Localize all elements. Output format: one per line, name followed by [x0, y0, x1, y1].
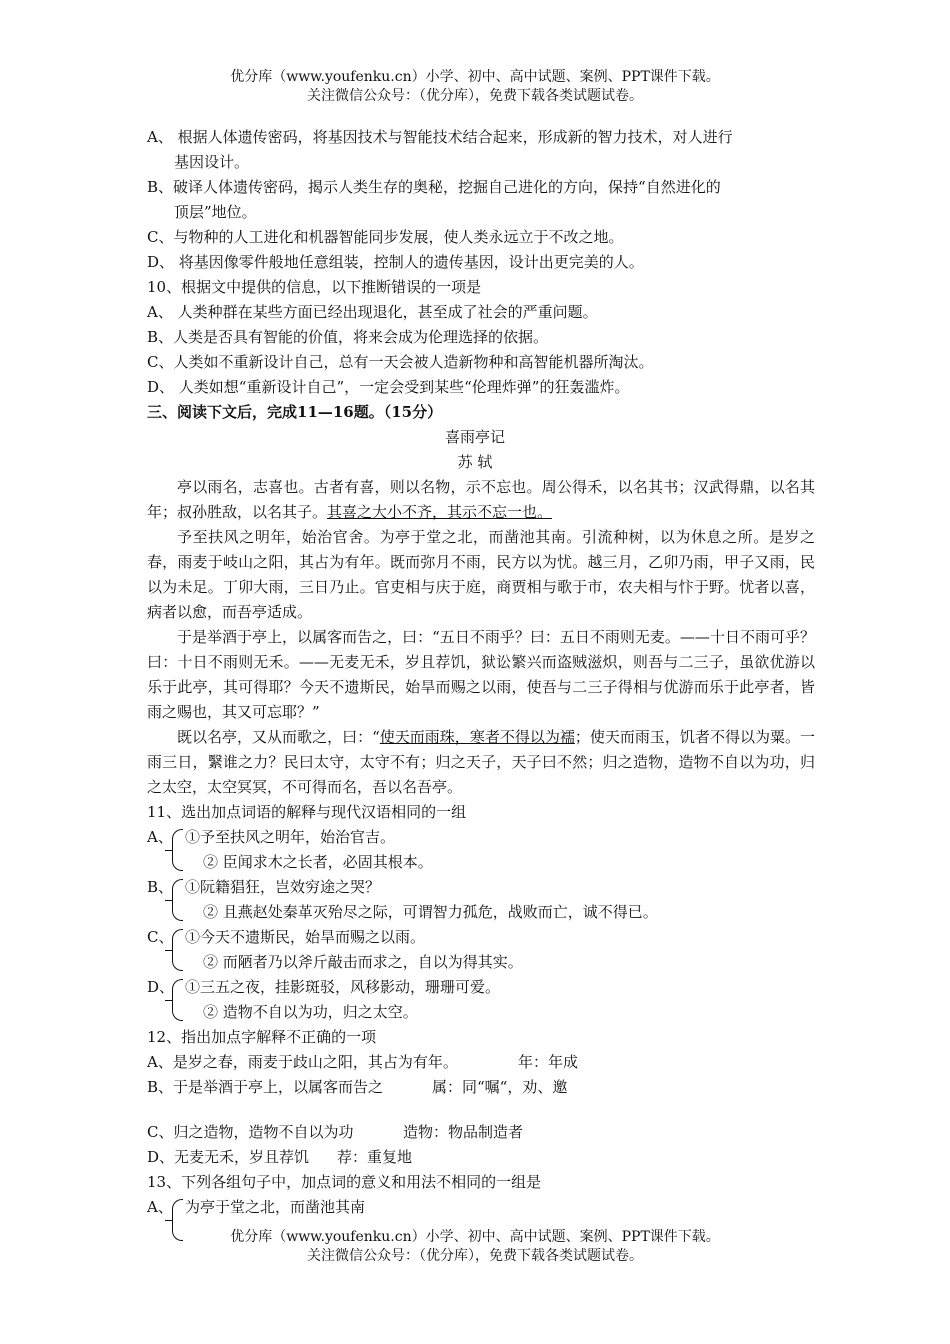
q9-option-d: D、 将基因像零件般地任意组装，控制人的遗传基因，设计出更完美的人。: [147, 253, 644, 271]
header-line-1: 优分库（www.youfenku.cn）小学、初中、高中试题、案例、PPT课件下载。: [230, 69, 720, 85]
underlined-sentence-2: 使天而雨珠，寒者不得以为襦: [379, 728, 575, 746]
q12-option-c: C、归之造物，造物不自以为功: [147, 1123, 354, 1141]
brace: [172, 879, 183, 921]
brace: [172, 979, 183, 1021]
footer-line-2: 关注微信公众号：（优分库），免费下载各类试题试卷。: [307, 1248, 643, 1264]
passage-author: 苏 轼: [457, 453, 493, 471]
q11-b-item-2: ② 且燕赵处秦革灭殆尽之际，可谓智力孤危，战败而亡，诚不得已。: [203, 903, 658, 921]
q11-option-d-label: D、: [147, 978, 175, 996]
q11-option-b-label: B、: [147, 878, 174, 896]
q12-option-a-explanation: 年：年成: [518, 1053, 579, 1071]
q11-a-item-1: ①予至扶风之明年，始治官吉。: [185, 828, 396, 846]
q10-option-c: C、人类如不重新设计自己，总有一天会被人造新物种和高智能机器所淘汰。: [147, 353, 654, 371]
passage-paragraph-1: 亭以雨名，志喜也。古者有喜，则以名物，示不忘也。周公得禾，以名其书；汉武得鼎，以名其年；叔孙胜敌，以名其子。其喜之大小不齐，其示不忘一也。: [147, 478, 815, 521]
q12-option-c-explanation: 造物：物品制造者: [403, 1123, 524, 1141]
q12-option-d: D、无麦无禾，岁且荐饥: [147, 1148, 310, 1166]
q9-option-a: A、 根据人体遗传密码，将基因技术与智能技术结合起来，形成新的智力技术，对人进行: [147, 128, 733, 146]
q11-b-item-1: ①阮籍猖狂，岂效穷途之哭？: [185, 878, 381, 896]
q11-d-item-2: ② 造物不自以为功，归之太空。: [203, 1003, 418, 1021]
q11-option-a-label: A、: [147, 828, 173, 846]
q13-option-a-label: A、: [147, 1198, 173, 1216]
q11-stem: 11、选出加点词语的解释与现代汉语相同的一组: [147, 803, 467, 821]
header-line-2: 关注微信公众号：（优分库），免费下载各类试题试卷。: [307, 88, 643, 104]
q10-option-d: D、 人类如想“重新设计自己”，一定会受到某些“伦理炸弹”的狂轰滥炸。: [147, 378, 630, 396]
q10-option-b: B、人类是否具有智能的价值，将来会成为伦理选择的依据。: [147, 328, 549, 346]
q9-option-c: C、与物种的人工进化和机器智能同步发展，使人类永远立于不改之地。: [147, 228, 624, 246]
q11-option-c-label: C、: [147, 928, 174, 946]
q11-c-item-1: ①今天不遗斯民，始旱而赐之以雨。: [185, 928, 426, 946]
q12-option-b: B、于是举酒于亭上，以属客而告之: [147, 1078, 384, 1096]
underlined-sentence-1: 其喜之大小不齐，其示不忘一也。: [327, 503, 553, 521]
passage-paragraph-3: 于是举酒于亭上，以属客而告之，曰：“五日不雨乎？曰：五日不雨则无麦。——十日不雨可乎？曰：十日不雨则无禾。——无麦无禾，岁且荐饥，狱讼繁兴而盗贼滋炽，则吾与二三子，虽欲优游以乐于此亭，其可得耶？今天不遗斯民，始旱而赐之以雨，使吾与二三子得相与优游而乐于此亭者，皆雨之赐也，其又可忘耶？”: [147, 628, 815, 721]
q10-stem: 10、根据文中提供的信息，以下推断错误的一项是: [147, 278, 482, 296]
q11-c-item-2: ② 而陋者乃以斧斤敲击而求之，自以为得其实。: [203, 953, 523, 971]
brace: [172, 929, 183, 971]
brace: [172, 829, 183, 871]
q10-option-a: A、 人类种群在某些方面已经出现退化，甚至成了社会的严重问题。: [147, 303, 598, 321]
q9-option-b: B、破译人体遗传密码，揭示人类生存的奥秘，挖掘自己进化的方向，保持“自然进化的: [147, 178, 721, 196]
passage-title: 喜雨亭记: [444, 428, 505, 446]
passage-paragraph-2: 予至扶风之明年，始治官舍。为亭于堂之北，而凿池其南。引流种树，以为休息之所。是岁之春，雨麦于岐山之阳，其占为有年。既而弥月不雨，民方以为忧。越三月，乙卯乃雨，甲子又雨，民以为未足。丁卯大雨，三日乃止。官吏相与庆于庭，商贾相与歌于市，农夫相与忭于野。忧者以喜，病者以愈，而吾亭适成。: [147, 528, 815, 621]
q12-option-d-explanation: 荐：重复地: [337, 1148, 413, 1166]
footer-line-1: 优分库（www.youfenku.cn）小学、初中、高中试题、案例、PPT课件下载。: [230, 1229, 720, 1245]
section-heading: 三、阅读下文后，完成11—16题。（15分）: [147, 403, 443, 421]
q13-a-item-1: 为亭于堂之北，而凿池其南: [185, 1198, 366, 1216]
q11-a-item-2: ② 臣闻求木之长者，必固其根本。: [203, 853, 433, 871]
q12-stem: 12、指出加点字解释不正确的一项: [147, 1028, 377, 1046]
q12-option-b-explanation: 属：同“嘱“，劝、邀: [432, 1078, 568, 1096]
q11-d-item-1: ①三五之夜，挂影斑驳，风移影动，珊珊可爱。: [185, 978, 501, 996]
q13-stem: 13、下列各组句子中，加点词的意义和用法不相同的一组是: [147, 1173, 542, 1191]
q12-option-a: A、是岁之春，雨麦于歧山之阳，其占为有年。: [147, 1053, 458, 1071]
q9-option-a-cont: 基因设计。: [174, 153, 250, 171]
q9-option-b-cont: 顶层”地位。: [174, 203, 257, 221]
passage-paragraph-4: 既以名亭，又从而歌之，曰：“使天而雨珠，寒者不得以为襦；使天而雨玉，饥者不得以为粟。一雨三日，繄谁之力？民曰太守，太守不有；归之天子，天子曰不然；归之造物，造物不自以为功，归之太空，太空冥冥，不可得而名，吾以名吾亭。: [147, 728, 815, 796]
